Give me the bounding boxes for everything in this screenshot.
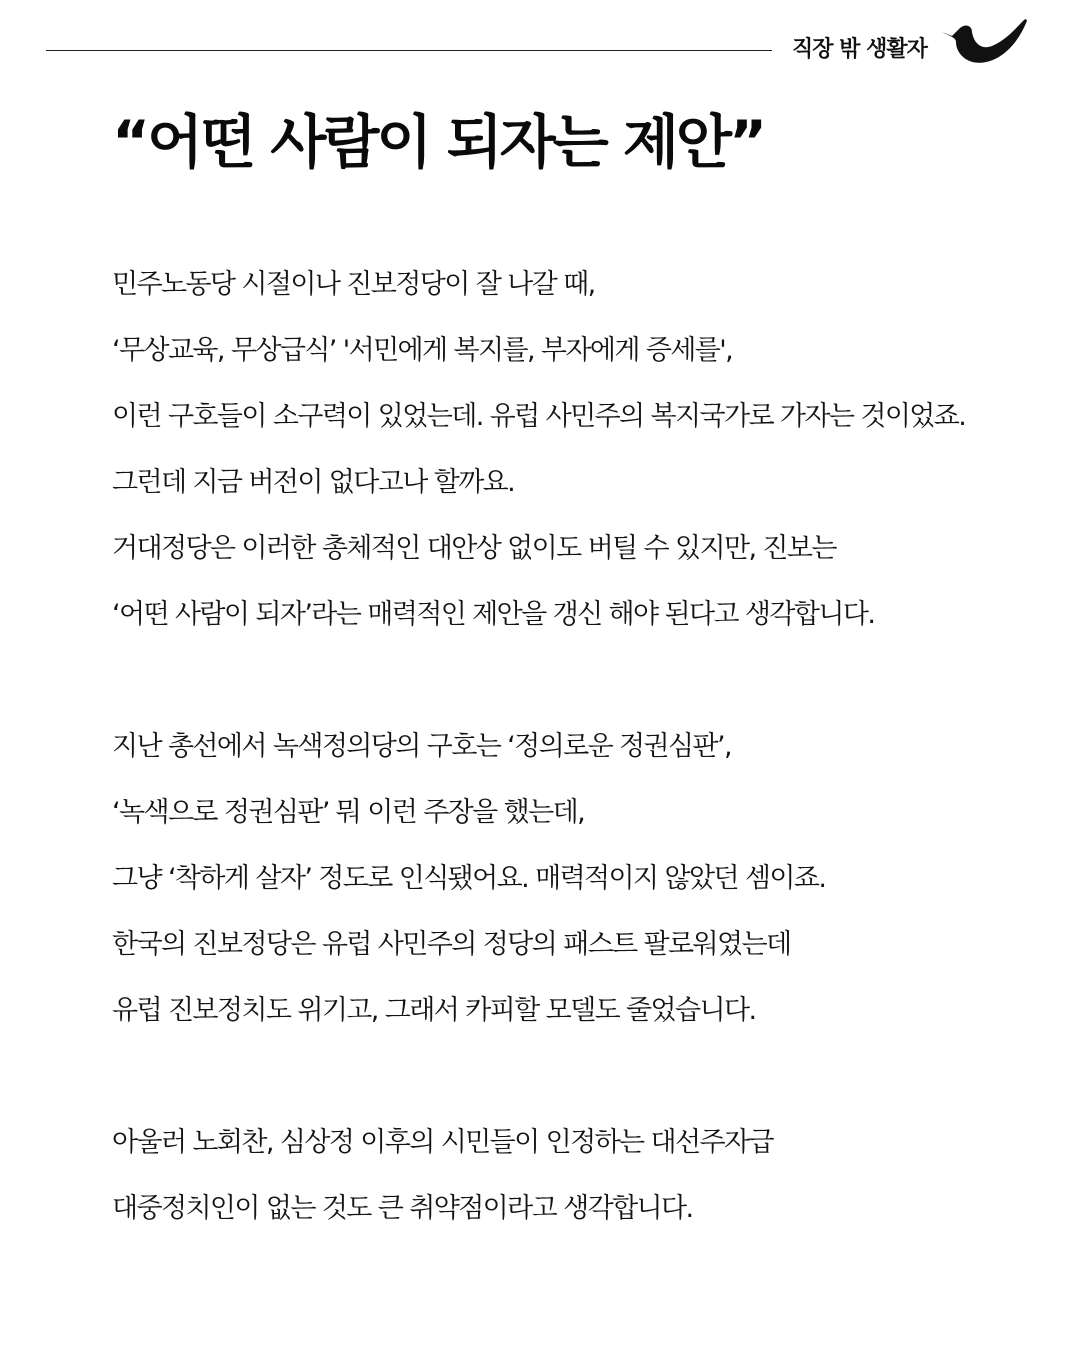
brand-name: 직장 밖 생활자: [792, 37, 927, 62]
header-bar: [0, 0, 1080, 80]
header-divider: [46, 50, 772, 51]
text-line: 아울러 노회찬, 심상정 이후의 시민들이 인정하는 대선주자급: [112, 1127, 773, 1158]
text-line: 유럽 진보정치도 위기고, 그래서 카피할 모델도 줄었습니다.: [112, 995, 756, 1026]
text-line: ‘녹색으로 정권심판’ 뭐 이런 주장을 했는데,: [112, 797, 585, 828]
bird-logo-icon: [936, 14, 1032, 70]
body-text: [112, 252, 1012, 1242]
text-line: 지난 총선에서 녹색정의당의 구호는 ‘정의로운 정권심판’,: [112, 731, 731, 762]
paragraph-gap: [112, 1044, 1012, 1110]
text-line: 한국의 진보정당은 유럽 사민주의 정당의 패스트 팔로워였는데: [112, 929, 791, 960]
text-line: ‘무상교육, 무상급식’ '서민에게 복지를, 부자에게 증세를',: [112, 335, 733, 366]
text-line: 대중정치인이 없는 것도 큰 취약점이라고 생각합니다.: [112, 1193, 693, 1224]
headline: “어떤 사람이 되자는 제안”: [112, 108, 765, 176]
text-line: 이런 구호들이 소구력이 있었는데. 유럽 사민주의 복지국가로 가자는 것이었죠.: [112, 401, 966, 432]
text-line: 그런데 지금 버전이 없다고나 할까요.: [112, 467, 515, 498]
paragraph: [112, 714, 1012, 1044]
text-line: 그냥 ‘착하게 살자’ 정도로 인식됐어요. 매력적이지 않았던 셈이죠.: [112, 863, 826, 894]
paragraph: [112, 1110, 1012, 1242]
text-line: 거대정당은 이러한 총체적인 대안상 없이도 버틸 수 있지만, 진보는: [112, 533, 836, 564]
paragraph: [112, 252, 1012, 648]
text-line: ‘어떤 사람이 되자’라는 매력적인 제안을 갱신 해야 된다고 생각합니다.: [112, 599, 875, 630]
paragraph-gap: [112, 648, 1012, 714]
text-line: 민주노동당 시절이나 진보정당이 잘 나갈 때,: [112, 269, 595, 300]
